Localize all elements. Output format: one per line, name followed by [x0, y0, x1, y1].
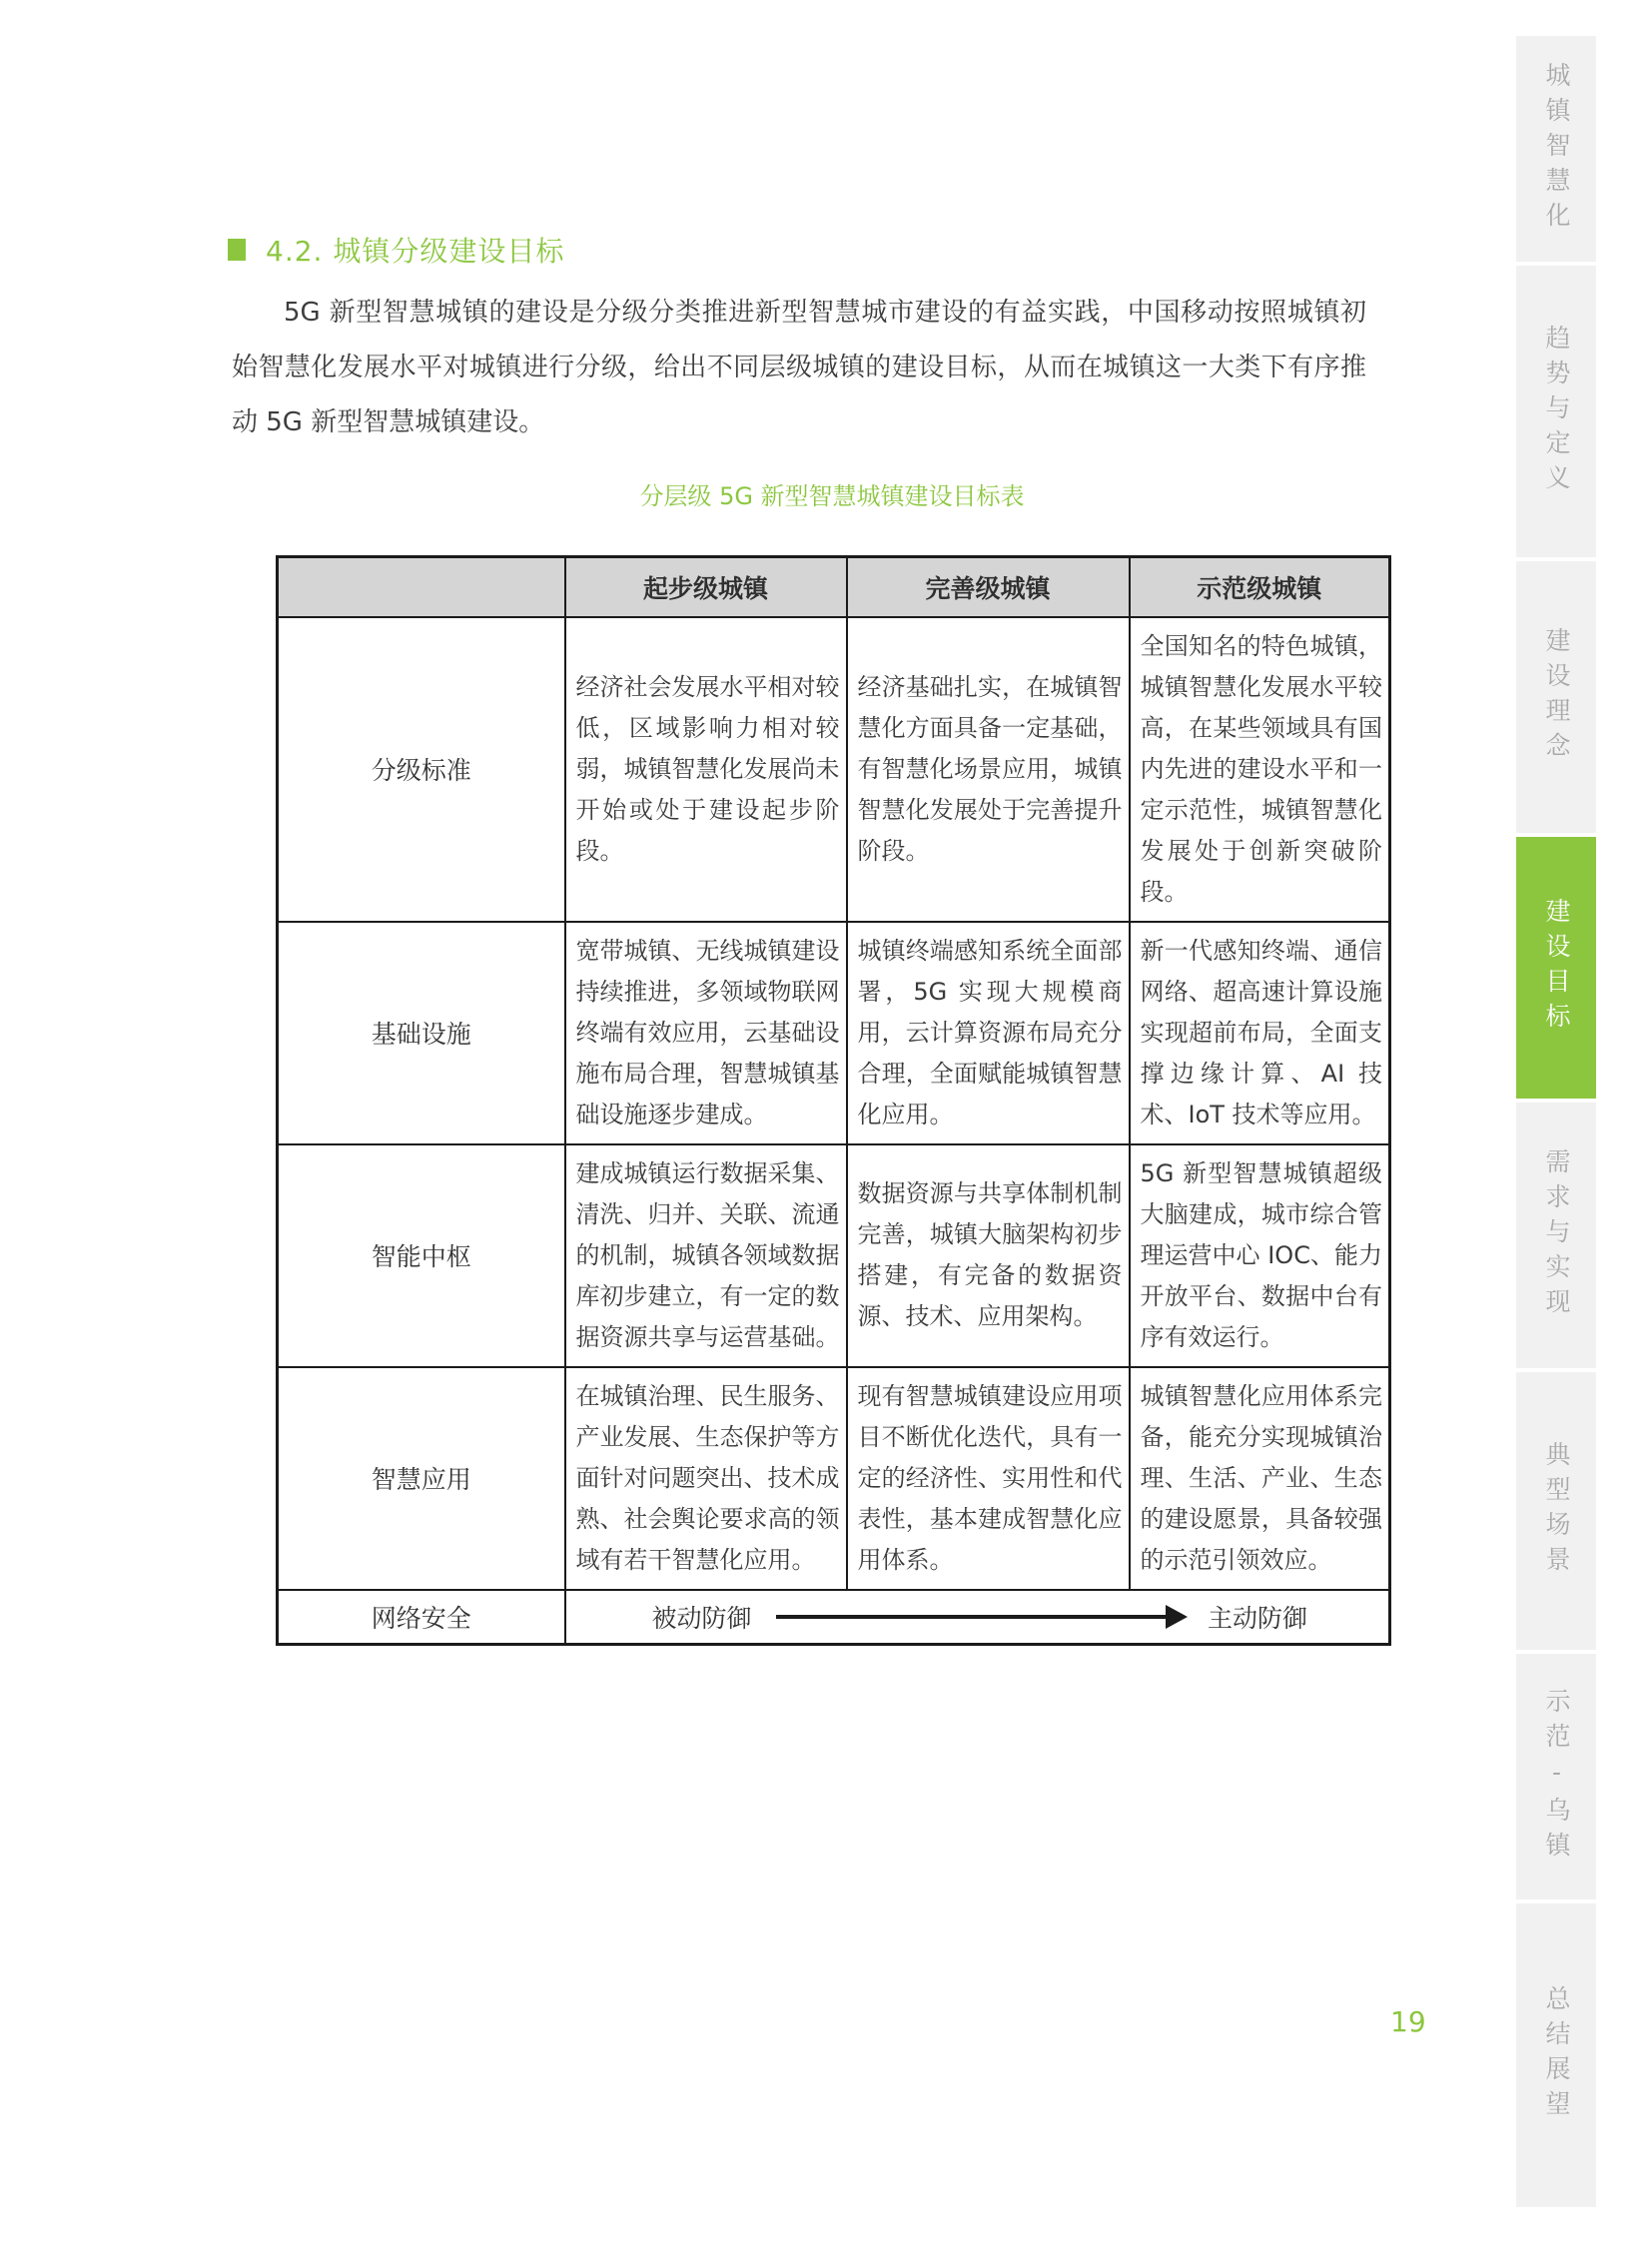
table-cell: 宽带城镇、无线城镇建设持续推进，多领域物联网终端有效应用，云基础设施布局合理，智慧城镇基础设施逐步建成。 — [565, 922, 847, 1144]
defense-from: 被动防御 — [651, 1603, 752, 1633]
sidebar-tab-typical-scenarios: 典型场景 — [1516, 1372, 1596, 1650]
table-row — [278, 617, 1390, 922]
row-label: 智能中枢 — [278, 1144, 565, 1367]
column-header-model: 示范级城镇 — [1130, 557, 1390, 617]
table-cell: 经济基础扎实，在城镇智慧化方面具备一定基础，有智慧化场景应用，城镇智慧化发展处于完善提升阶段。 — [847, 617, 1130, 922]
sidebar-tab-needs-implementation: 需求与实现 — [1516, 1103, 1596, 1368]
table-cell: 数据资源与共享体制机制完善，城镇大脑架构初步搭建，有完备的数据资源、技术、应用架构。 — [847, 1144, 1130, 1367]
row-label: 智慧应用 — [278, 1367, 565, 1590]
table-cell: 经济社会发展水平相对较低，区域影响力相对较弱，城镇智慧化发展尚未开始或处于建设起步阶段。 — [565, 617, 847, 922]
column-header-improved: 完善级城镇 — [847, 557, 1130, 617]
row-label: 网络安全 — [278, 1590, 565, 1645]
table-row — [278, 1367, 1390, 1590]
row-label: 基础设施 — [278, 922, 565, 1144]
table-cell: 在城镇治理、民生服务、产业发展、生态保护等方面针对问题突出、技术成熟、社会舆论要求高的领域有若干智慧化应用。 — [565, 1367, 847, 1590]
table-row — [278, 1144, 1390, 1367]
sidebar-tab-town-smartization: 城镇智慧化 — [1516, 36, 1596, 262]
table-caption: 分层级 5G 新型智慧城镇建设目标表 — [639, 482, 1025, 510]
defense-to: 主动防御 — [1207, 1603, 1307, 1633]
sidebar-tab-summary-outlook: 总结展望 — [1516, 1903, 1596, 2207]
sidebar-tab-construction-concept: 建设理念 — [1516, 561, 1596, 833]
section-bullet-icon — [228, 239, 246, 261]
row-label: 分级标准 — [278, 617, 565, 922]
table-cell: 建成城镇运行数据采集、清洗、归并、关联、流通的机制，城镇各领域数据库初步建立，有一定的数据资源共享与运营基础。 — [565, 1144, 847, 1367]
table-row — [278, 922, 1390, 1144]
page-number: 19 — [1390, 2005, 1426, 2038]
table-cell: 城镇智慧化应用体系完备，能充分实现城镇治理、生活、产业、生态的建设愿景，具备较强的示范引领效应。 — [1130, 1367, 1390, 1590]
defense-progression — [567, 1599, 1388, 1635]
goals-table — [276, 555, 1391, 1646]
section-title: 4.2. 城镇分级建设目标 — [266, 235, 565, 268]
sidebar-tab-trends-definition: 趋势与定义 — [1516, 266, 1596, 557]
table-cell: 现有智慧城镇建设应用项目不断优化迭代，具有一定的经济性、实用性和代表性，基本建成智慧化应用体系。 — [847, 1367, 1130, 1590]
section-heading — [228, 230, 564, 270]
intro-paragraph: 5G 新型智慧城镇的建设是分级分类推进新型智慧城市建设的有益实践，中国移动按照城镇初始智慧化发展水平对城镇进行分级，给出不同层级城镇的建设目标，从而在城镇这一大类下有序推动 5G 新型智慧城镇建设。 — [232, 298, 1366, 437]
table-cell: 全国知名的特色城镇，城镇智慧化发展水平较高，在某些领域具有国内先进的建设水平和一定示范性，城镇智慧化发展处于创新突破阶段。 — [1130, 617, 1390, 922]
sidebar-tab-construction-goals: 建设目标 — [1516, 837, 1596, 1099]
column-header-starter: 起步级城镇 — [565, 557, 847, 617]
security-defense-cell — [565, 1590, 1390, 1645]
sidebar-tab-demo-wuzhen: 示范-乌镇 — [1516, 1654, 1596, 1899]
column-header-empty — [278, 557, 565, 617]
table-cell: 5G 新型智慧城镇超级大脑建成，城市综合管理运营中心 IOC、能力开放平台、数据中台有序有效运行。 — [1130, 1144, 1390, 1367]
table-cell: 新一代感知终端、通信网络、超高速计算设施实现超前布局，全面支撑边缘计算、AI 技术、IoT 技术等应用。 — [1130, 922, 1390, 1144]
table-row-security — [278, 1590, 1390, 1645]
table-header-row — [278, 557, 1390, 617]
arrow-right-icon — [776, 1615, 1170, 1619]
table-cell: 城镇终端感知系统全面部署，5G 实现大规模商用，云计算资源布局充分合理，全面赋能城镇智慧化应用。 — [847, 922, 1130, 1144]
